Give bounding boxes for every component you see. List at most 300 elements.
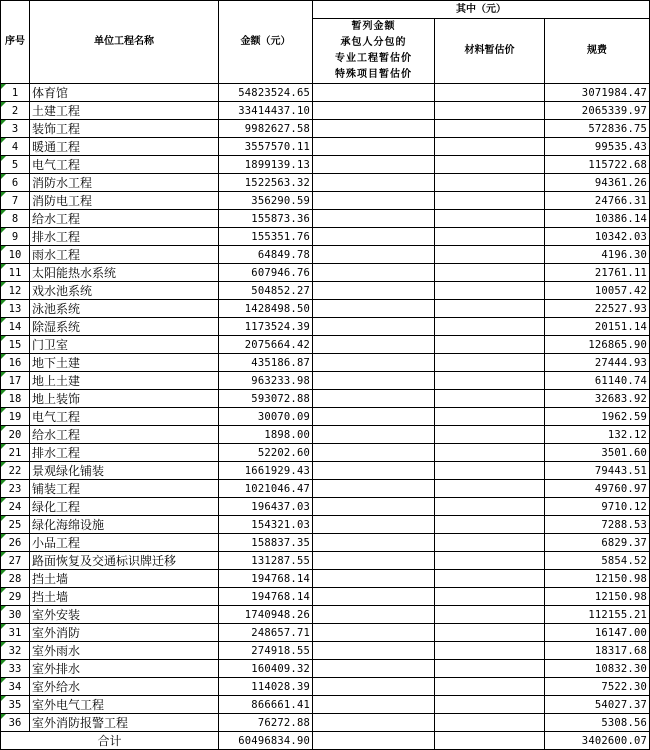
cell-provisional[interactable] [313,570,435,588]
cell-provisional[interactable] [313,408,435,426]
cell-fees[interactable]: 126865.90 [545,336,650,354]
cell-fees[interactable]: 7522.30 [545,678,650,696]
cell-provisional[interactable] [313,318,435,336]
cell-flag-icon [1,174,6,179]
table-row [1,696,650,714]
cell-material[interactable] [435,480,545,498]
seq-text: 35 [8,698,22,711]
cell-flag-icon [1,84,6,89]
cell-unit-name[interactable]: 雨水工程 [30,246,219,264]
cell-seq[interactable] [1,228,30,246]
cell-seq[interactable] [1,516,30,534]
cell-seq[interactable] [1,660,30,678]
cell-amount[interactable]: 196437.03 [219,498,313,516]
cell-seq[interactable] [1,264,30,282]
cell-amount[interactable]: 593072.88 [219,390,313,408]
cell-material[interactable] [435,606,545,624]
cell-provisional[interactable] [313,480,435,498]
cell-seq[interactable] [1,570,30,588]
cell-seq[interactable] [1,534,30,552]
seq-text: 33 [8,662,22,675]
cell-material[interactable] [435,120,545,138]
cell-amount[interactable]: 76272.88 [219,714,313,732]
table-row [1,642,650,660]
cell-provisional[interactable] [313,696,435,714]
cell-flag-icon [1,624,6,629]
cell-seq[interactable] [1,480,30,498]
total-amount[interactable]: 60496834.90 [219,732,313,750]
total-material[interactable] [435,732,545,750]
cell-fees[interactable]: 5854.52 [545,552,650,570]
cell-unit-name[interactable]: 门卫室 [30,336,219,354]
seq-text: 17 [8,374,22,387]
cell-unit-name[interactable]: 暖通工程 [30,138,219,156]
cell-unit-name[interactable]: 挡土墙 [30,570,219,588]
seq-text: 10 [8,248,22,261]
cell-flag-icon [1,516,6,521]
cell-fees[interactable]: 21761.11 [545,264,650,282]
cell-flag-icon [1,336,6,341]
cell-flag-icon [1,138,6,143]
cell-material[interactable] [435,570,545,588]
cell-material[interactable] [435,660,545,678]
table-row [1,102,650,120]
cell-amount[interactable]: 160409.32 [219,660,313,678]
seq-text: 29 [8,590,22,603]
cell-amount[interactable]: 194768.14 [219,570,313,588]
cell-amount[interactable]: 274918.55 [219,642,313,660]
table-row [1,264,650,282]
table-row [1,300,650,318]
cell-seq[interactable] [1,642,30,660]
table-row [1,228,650,246]
cell-amount[interactable]: 248657.71 [219,624,313,642]
cell-material[interactable] [435,84,545,102]
header-provisional-line: 特殊项目暂估价 [335,69,412,80]
cell-material[interactable] [435,498,545,516]
cell-provisional[interactable] [313,210,435,228]
cell-fees[interactable]: 94361.26 [545,174,650,192]
seq-text: 2 [11,104,19,117]
cell-provisional[interactable] [313,624,435,642]
cell-provisional[interactable] [313,660,435,678]
seq-text: 31 [8,626,22,639]
cell-seq[interactable] [1,336,30,354]
cell-provisional[interactable] [313,282,435,300]
cell-unit-name[interactable]: 地下土建 [30,354,219,372]
cell-fees[interactable]: 10386.14 [545,210,650,228]
cell-amount[interactable]: 9982627.58 [219,120,313,138]
table-row [1,714,650,732]
total-provisional[interactable] [313,732,435,750]
cell-fees[interactable]: 61140.74 [545,372,650,390]
cell-fees[interactable]: 27444.93 [545,354,650,372]
table-row [1,336,650,354]
cell-seq[interactable] [1,138,30,156]
cell-unit-name[interactable]: 室外消防 [30,624,219,642]
cell-provisional[interactable] [313,354,435,372]
cell-fees[interactable]: 7288.53 [545,516,650,534]
cell-provisional[interactable] [313,228,435,246]
cell-amount[interactable]: 504852.27 [219,282,313,300]
cell-material[interactable] [435,102,545,120]
cell-seq[interactable] [1,696,30,714]
cell-material[interactable] [435,156,545,174]
header-unit-name[interactable]: 单位工程名称 [30,1,219,84]
cell-provisional[interactable] [313,714,435,732]
cell-material[interactable] [435,264,545,282]
cell-unit-name[interactable]: 除湿系统 [30,318,219,336]
cell-flag-icon [1,696,6,701]
cell-fees[interactable]: 9710.12 [545,498,650,516]
seq-text: 27 [8,554,22,567]
cell-provisional[interactable] [313,588,435,606]
cell-amount[interactable]: 1898.00 [219,426,313,444]
cell-provisional[interactable] [313,300,435,318]
cell-fees[interactable]: 24766.31 [545,192,650,210]
cell-fees[interactable]: 3071984.47 [545,84,650,102]
cell-unit-name[interactable]: 装饰工程 [30,120,219,138]
cell-unit-name[interactable]: 泳池系统 [30,300,219,318]
seq-text: 11 [8,266,22,279]
cell-material[interactable] [435,516,545,534]
cell-amount[interactable]: 1173524.39 [219,318,313,336]
table-row [1,156,650,174]
cell-provisional[interactable] [313,498,435,516]
cell-unit-name[interactable]: 室外排水 [30,660,219,678]
cell-unit-name[interactable]: 电气工程 [30,408,219,426]
cell-fees[interactable]: 20151.14 [545,318,650,336]
cell-fees[interactable]: 10832.30 [545,660,650,678]
cell-unit-name[interactable]: 室外安装 [30,606,219,624]
cell-amount[interactable]: 607946.76 [219,264,313,282]
cell-provisional[interactable] [313,264,435,282]
cell-fees[interactable]: 1962.59 [545,408,650,426]
cell-provisional[interactable] [313,390,435,408]
table-row [1,678,650,696]
cell-unit-name[interactable]: 地上装饰 [30,390,219,408]
cell-unit-name[interactable]: 室外消防报警工程 [30,714,219,732]
cell-seq[interactable] [1,372,30,390]
total-fees[interactable]: 3402600.07 [545,732,650,750]
table-row [1,480,650,498]
seq-text: 20 [8,428,22,441]
cell-fees[interactable]: 4196.30 [545,246,650,264]
cell-material[interactable] [435,174,545,192]
cell-seq[interactable] [1,318,30,336]
cell-unit-name[interactable]: 排水工程 [30,444,219,462]
table-row [1,498,650,516]
cell-material[interactable] [435,624,545,642]
cell-unit-name[interactable]: 消防电工程 [30,192,219,210]
cell-seq[interactable] [1,588,30,606]
cell-material[interactable] [435,354,545,372]
cell-fees[interactable]: 3501.60 [545,444,650,462]
cell-material[interactable] [435,408,545,426]
cell-material[interactable] [435,246,545,264]
cell-seq[interactable] [1,300,30,318]
cell-material[interactable] [435,588,545,606]
cell-unit-name[interactable]: 景观绿化铺装 [30,462,219,480]
seq-text: 23 [8,482,22,495]
cell-unit-name[interactable]: 地上土建 [30,372,219,390]
cell-seq[interactable] [1,624,30,642]
cell-provisional[interactable] [313,120,435,138]
cell-material[interactable] [435,444,545,462]
cell-material[interactable] [435,372,545,390]
header-of-which[interactable]: 其中（元） [313,1,650,19]
cell-unit-name[interactable]: 小品工程 [30,534,219,552]
cell-provisional[interactable] [313,156,435,174]
cell-seq[interactable] [1,192,30,210]
cell-fees[interactable]: 12150.98 [545,588,650,606]
seq-text: 22 [8,464,22,477]
cell-material[interactable] [435,336,545,354]
cell-provisional[interactable] [313,642,435,660]
cell-material[interactable] [435,318,545,336]
cell-seq[interactable] [1,408,30,426]
cell-unit-name[interactable]: 给水工程 [30,426,219,444]
cell-amount[interactable]: 1661929.43 [219,462,313,480]
table-row [1,282,650,300]
cell-fees[interactable]: 6829.37 [545,534,650,552]
cell-material[interactable] [435,138,545,156]
total-label[interactable]: 合计 [1,732,219,750]
table-row [1,462,650,480]
cell-flag-icon [1,570,6,575]
cell-fees[interactable]: 32683.92 [545,390,650,408]
cell-seq[interactable] [1,462,30,480]
cell-fees[interactable]: 49760.97 [545,480,650,498]
cell-seq[interactable] [1,84,30,102]
cell-unit-name[interactable]: 排水工程 [30,228,219,246]
seq-text: 7 [11,194,19,207]
cell-provisional[interactable] [313,246,435,264]
cell-unit-name[interactable]: 室外雨水 [30,642,219,660]
cell-unit-name[interactable]: 戏水池系统 [30,282,219,300]
cell-provisional[interactable] [313,462,435,480]
cell-seq[interactable] [1,552,30,570]
seq-text: 13 [8,302,22,315]
cell-material[interactable] [435,642,545,660]
cell-material[interactable] [435,462,545,480]
cell-flag-icon [1,678,6,683]
cell-unit-name[interactable]: 绿化工程 [30,498,219,516]
cell-amount[interactable]: 154321.03 [219,516,313,534]
cell-unit-name[interactable]: 电气工程 [30,156,219,174]
cell-material[interactable] [435,300,545,318]
cell-unit-name[interactable]: 铺装工程 [30,480,219,498]
cell-amount[interactable]: 30070.09 [219,408,313,426]
cell-amount[interactable]: 114028.39 [219,678,313,696]
seq-text: 5 [11,158,19,171]
header-amount[interactable]: 金额（元） [219,1,313,84]
cell-provisional[interactable] [313,516,435,534]
cell-provisional[interactable] [313,552,435,570]
cell-flag-icon [1,372,6,377]
cell-provisional[interactable] [313,192,435,210]
cell-seq[interactable] [1,246,30,264]
cell-provisional[interactable] [313,426,435,444]
seq-text: 24 [8,500,22,513]
cell-seq[interactable] [1,678,30,696]
header-seq[interactable]: 序号 [1,1,30,84]
cell-material[interactable] [435,534,545,552]
cell-fees[interactable]: 18317.68 [545,642,650,660]
cell-seq[interactable] [1,174,30,192]
cell-material[interactable] [435,678,545,696]
cell-material[interactable] [435,282,545,300]
cell-flag-icon [1,318,6,323]
table-row [1,138,650,156]
cell-provisional[interactable] [313,102,435,120]
seq-text: 21 [8,446,22,459]
cell-material[interactable] [435,192,545,210]
cell-flag-icon [1,606,6,611]
cell-fees[interactable]: 54027.37 [545,696,650,714]
cell-flag-icon [1,660,6,665]
cell-fees[interactable]: 16147.00 [545,624,650,642]
cell-fees[interactable]: 112155.21 [545,606,650,624]
header-provisional-line: 承包人分包的 [340,37,407,48]
cell-provisional[interactable] [313,336,435,354]
cell-seq[interactable] [1,426,30,444]
cell-fees[interactable]: 12150.98 [545,570,650,588]
cell-provisional[interactable] [313,444,435,462]
cell-unit-name[interactable]: 室外电气工程 [30,696,219,714]
cell-flag-icon [1,552,6,557]
table-row [1,516,650,534]
cell-unit-name[interactable]: 室外给水 [30,678,219,696]
cell-fees[interactable]: 2065339.97 [545,102,650,120]
cell-fees[interactable]: 132.12 [545,426,650,444]
cell-flag-icon [1,228,6,233]
cell-fees[interactable]: 115722.68 [545,156,650,174]
header-provisional[interactable] [313,19,435,84]
table-row [1,372,650,390]
table-row [1,354,650,372]
table-row [1,84,650,102]
seq-text: 4 [11,140,19,153]
cell-material[interactable] [435,714,545,732]
table-row [1,570,650,588]
total-row [1,732,650,750]
cell-provisional[interactable] [313,84,435,102]
cell-material[interactable] [435,228,545,246]
cell-provisional[interactable] [313,534,435,552]
cell-fees[interactable]: 99535.43 [545,138,650,156]
seq-text: 15 [8,338,22,351]
cell-seq[interactable] [1,444,30,462]
header-provisional-line: 暂列金额 [351,21,396,32]
seq-text: 14 [8,320,22,333]
cell-seq[interactable] [1,156,30,174]
cell-amount[interactable]: 1428498.50 [219,300,313,318]
cell-unit-name[interactable]: 挡土墙 [30,588,219,606]
cell-amount[interactable]: 963233.98 [219,372,313,390]
cell-seq[interactable] [1,354,30,372]
cell-material[interactable] [435,696,545,714]
cell-unit-name[interactable]: 太阳能热水系统 [30,264,219,282]
cell-amount[interactable]: 1021046.47 [219,480,313,498]
cell-provisional[interactable] [313,138,435,156]
cell-unit-name[interactable]: 土建工程 [30,102,219,120]
cell-amount[interactable]: 1522563.32 [219,174,313,192]
cell-amount[interactable]: 158837.35 [219,534,313,552]
cell-seq[interactable] [1,606,30,624]
cell-amount[interactable]: 1740948.26 [219,606,313,624]
cell-amount[interactable]: 3557570.11 [219,138,313,156]
cell-seq[interactable] [1,498,30,516]
cell-amount[interactable]: 435186.87 [219,354,313,372]
cell-seq[interactable] [1,282,30,300]
cell-material[interactable] [435,210,545,228]
cell-seq[interactable] [1,120,30,138]
cell-amount[interactable]: 155873.36 [219,210,313,228]
cell-fees[interactable]: 10057.42 [545,282,650,300]
cell-seq[interactable] [1,390,30,408]
cell-material[interactable] [435,426,545,444]
cell-provisional[interactable] [313,372,435,390]
cell-fees[interactable]: 79443.51 [545,462,650,480]
header-fees[interactable]: 规费 [545,19,650,84]
cell-provisional[interactable] [313,678,435,696]
cell-material[interactable] [435,552,545,570]
cell-fees[interactable]: 572836.75 [545,120,650,138]
cell-flag-icon [1,300,6,305]
seq-text: 1 [11,86,19,99]
cell-amount[interactable]: 33414437.10 [219,102,313,120]
cell-amount[interactable]: 131287.55 [219,552,313,570]
cell-unit-name[interactable]: 绿化海绵设施 [30,516,219,534]
table-row [1,408,650,426]
cell-flag-icon [1,480,6,485]
table-row [1,120,650,138]
cell-unit-name[interactable]: 体育馆 [30,84,219,102]
cell-unit-name[interactable]: 给水工程 [30,210,219,228]
cell-seq[interactable] [1,210,30,228]
cell-amount[interactable]: 155351.76 [219,228,313,246]
cell-seq[interactable] [1,102,30,120]
cell-flag-icon [1,246,6,251]
cell-material[interactable] [435,390,545,408]
cell-amount[interactable]: 1899139.13 [219,156,313,174]
cell-unit-name[interactable]: 路面恢复及交通标识牌迁移 [30,552,219,570]
cell-amount[interactable]: 64849.78 [219,246,313,264]
table-row [1,534,650,552]
cell-amount[interactable]: 866661.41 [219,696,313,714]
cell-flag-icon [1,534,6,539]
header-material-estimate[interactable]: 材料暂估价 [435,19,545,84]
cell-flag-icon [1,642,6,647]
cell-flag-icon [1,282,6,287]
cell-amount[interactable]: 52202.60 [219,444,313,462]
cell-unit-name[interactable]: 消防水工程 [30,174,219,192]
table-row [1,660,650,678]
cell-fees[interactable]: 22527.93 [545,300,650,318]
seq-text: 28 [8,572,22,585]
cell-amount[interactable]: 194768.14 [219,588,313,606]
cell-provisional[interactable] [313,174,435,192]
cell-fees[interactable]: 10342.03 [545,228,650,246]
cell-fees[interactable]: 5308.56 [545,714,650,732]
cell-amount[interactable]: 2075664.42 [219,336,313,354]
cell-provisional[interactable] [313,606,435,624]
cell-amount[interactable]: 54823524.65 [219,84,313,102]
cell-seq[interactable] [1,714,30,732]
cell-amount[interactable]: 356290.59 [219,192,313,210]
seq-text: 18 [8,392,22,405]
